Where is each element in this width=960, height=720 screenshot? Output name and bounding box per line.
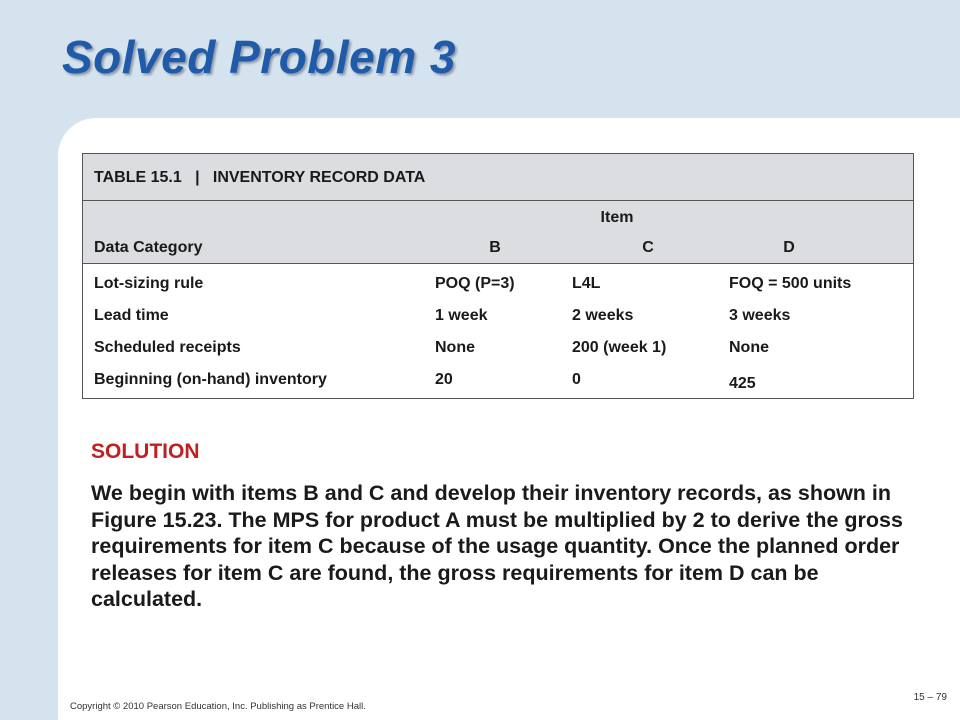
cell-c: L4L <box>572 275 601 292</box>
cell-c: 200 (week 1) <box>572 339 667 356</box>
column-header-d: D <box>783 239 795 256</box>
cell-b: 1 week <box>435 307 488 324</box>
row-category: Scheduled receipts <box>94 339 241 356</box>
table-caption-row <box>83 154 913 201</box>
solution-body-text: We begin with items B and C and develop their inventory records, as shown in Figure 15.23. The MPS for product A must be multiplied by 2 to derive the gross requirements for item C because of the usage quantity. Once the planned order releases for item C are found, the gross requirements for item D can be calculated. <box>91 481 903 611</box>
cell-b: None <box>435 339 475 356</box>
page-number: 15 – 79 <box>913 692 947 703</box>
cell-c: 0 <box>572 371 581 388</box>
cell-b: 20 <box>435 371 453 388</box>
item-header: Item <box>600 209 634 226</box>
footer-copyright: Copyright © 2010 Pearson Education, Inc. Publishing as Prentice Hall. <box>70 701 366 712</box>
cell-d: 425 <box>729 375 756 392</box>
cell-d: 3 weeks <box>729 307 791 324</box>
slide-title: Solved Problem 3 <box>62 31 457 83</box>
cell-b: POQ (P=3) <box>435 275 515 292</box>
table-header-row <box>83 201 913 264</box>
row-category: Lot-sizing rule <box>94 275 204 292</box>
row-category: Beginning (on-hand) inventory <box>94 371 327 388</box>
data-category-header: Data Category <box>94 239 203 256</box>
solution-heading: SOLUTION <box>91 440 200 463</box>
row-category: Lead time <box>94 307 169 324</box>
inventory-record-table <box>82 153 914 399</box>
cell-d: FOQ = 500 units <box>729 275 852 292</box>
table-caption: TABLE 15.1 | INVENTORY RECORD DATA <box>94 169 426 186</box>
cell-c: 2 weeks <box>572 307 634 324</box>
column-header-c: C <box>642 239 654 256</box>
cell-d: None <box>729 339 769 356</box>
column-header-b: B <box>489 239 501 256</box>
